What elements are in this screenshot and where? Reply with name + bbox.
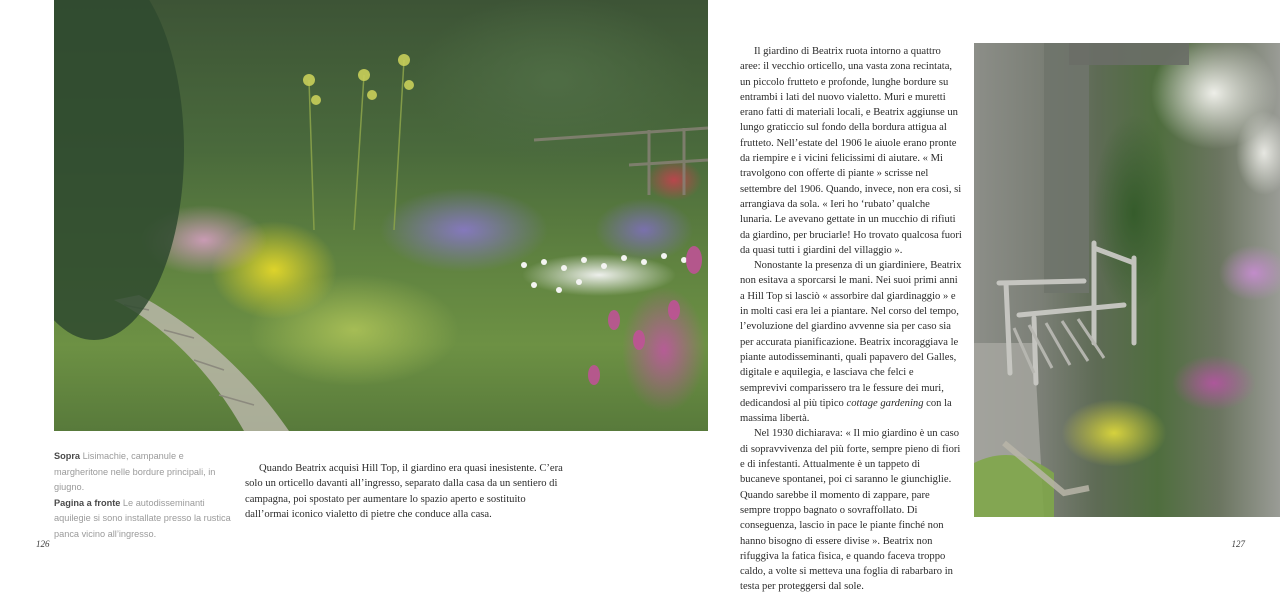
right-paragraph-1: Il giardino di Beatrix ruota intorno a quattro aree: il vecchio orticello, una vasta zona recintata, un piccolo frutteto e profonde, lunghe bordure su entrambi i lati del nuovo vialetto. Muri e muretti erano fatti di materiali locali, e Beatrix aggiunse un lungo graticcio sul fondo della bordura attigua al frutteto. Nell’estate del 1906 le aiuole erano pronte da riempire e i vicini felicissimi di aiutare. « Mi travolgono con offerte di piante » scrisse nel settembre del 1906. Quando, invece, non era così, si arrangiava da sola. « Ieri ho ‘rubato’ qualche lunaria. Le avevano gettate in un mucchio di rifiuti da giardino, per bruciarle! Ho trovato qualcosa fuori da quasi tutti i giardini del villaggio ». [740, 46, 962, 256]
caption-lead-facing: Pagina a fronte [54, 497, 121, 508]
left-page [0, 0, 640, 571]
page-number-right: 127 [1231, 539, 1245, 549]
right-paragraph-2-italic: cottage gardening [846, 397, 924, 409]
rustic-bench-illustration [974, 43, 1280, 517]
right-paragraph-3: Nel 1930 dichiarava: « Il mio giardino è un caso di sopravvivenza del più forte, sempre pieno di fiori e di infestanti. Attualmente è un tappeto di bucaneve spontanei, poi ci saranno le giunchiglie. Quando sarebbe il momento di zappare, pare sempre troppo bagnato o sovraffollato. Di conseguenza, lascio in pace le piante finché non hanno bisogno di essere divise ». Beatrix non rifuggiva la fatica fisica, e quando faceva troppo caldo, a volte si metteva una foglia di rabarbaro in testa per proteggersi dal sole. [740, 428, 961, 593]
garden-borders-illustration [54, 0, 708, 431]
left-body-paragraph: Quando Beatrix acquisì Hill Top, il giardino era quasi inesistente. C’era solo un orticello davanti all’ingresso, separato dalla casa da un sentiero di campagna, poi spostato per aumentare lo spazio aperto e sostituito dall’ormai iconico vialetto di pietre che conduce alla casa. [245, 463, 563, 520]
right-paragraph-2-start: Nonostante la presenza di un giardiniere, Beatrix non esitava a sporcarsi le mani. Nei suoi primi anni a Hill Top si lasciò « assorbire dal giardinaggio » e in molti casi era lei a piantare. Nel corso del tempo, l’evoluzione del giardino avvenne sia per caso sia per accurata pianificazione. Beatrix incoraggiava le piante autodisseminanti, quali papavero del Galles, digitale e aquilegia, e lasciava che felci e semprevivi comparissero tra le fessure dei muri, dedicandosi al più tipico [740, 260, 962, 409]
left-body-column [245, 461, 570, 522]
caption-text-facing: Le autodisseminanti aquilegie si sono installate presso la rustica panca vicino all’ingresso. [54, 497, 231, 539]
garden-borders-photo [54, 0, 708, 431]
photo-caption [54, 449, 239, 543]
right-page [640, 0, 1280, 593]
page-number-left: 126 [36, 539, 50, 549]
right-body-column [740, 44, 962, 595]
caption-lead-above: Sopra [54, 451, 81, 461]
right-paragraph-2-end: con la massima libertà. [740, 397, 952, 425]
rustic-bench-photo [974, 43, 1280, 517]
caption-text-above: Lisimachie, campanule e margheritone nelle bordure principali, in giugno. [54, 451, 216, 493]
right-paragraph-2 [740, 258, 962, 426]
